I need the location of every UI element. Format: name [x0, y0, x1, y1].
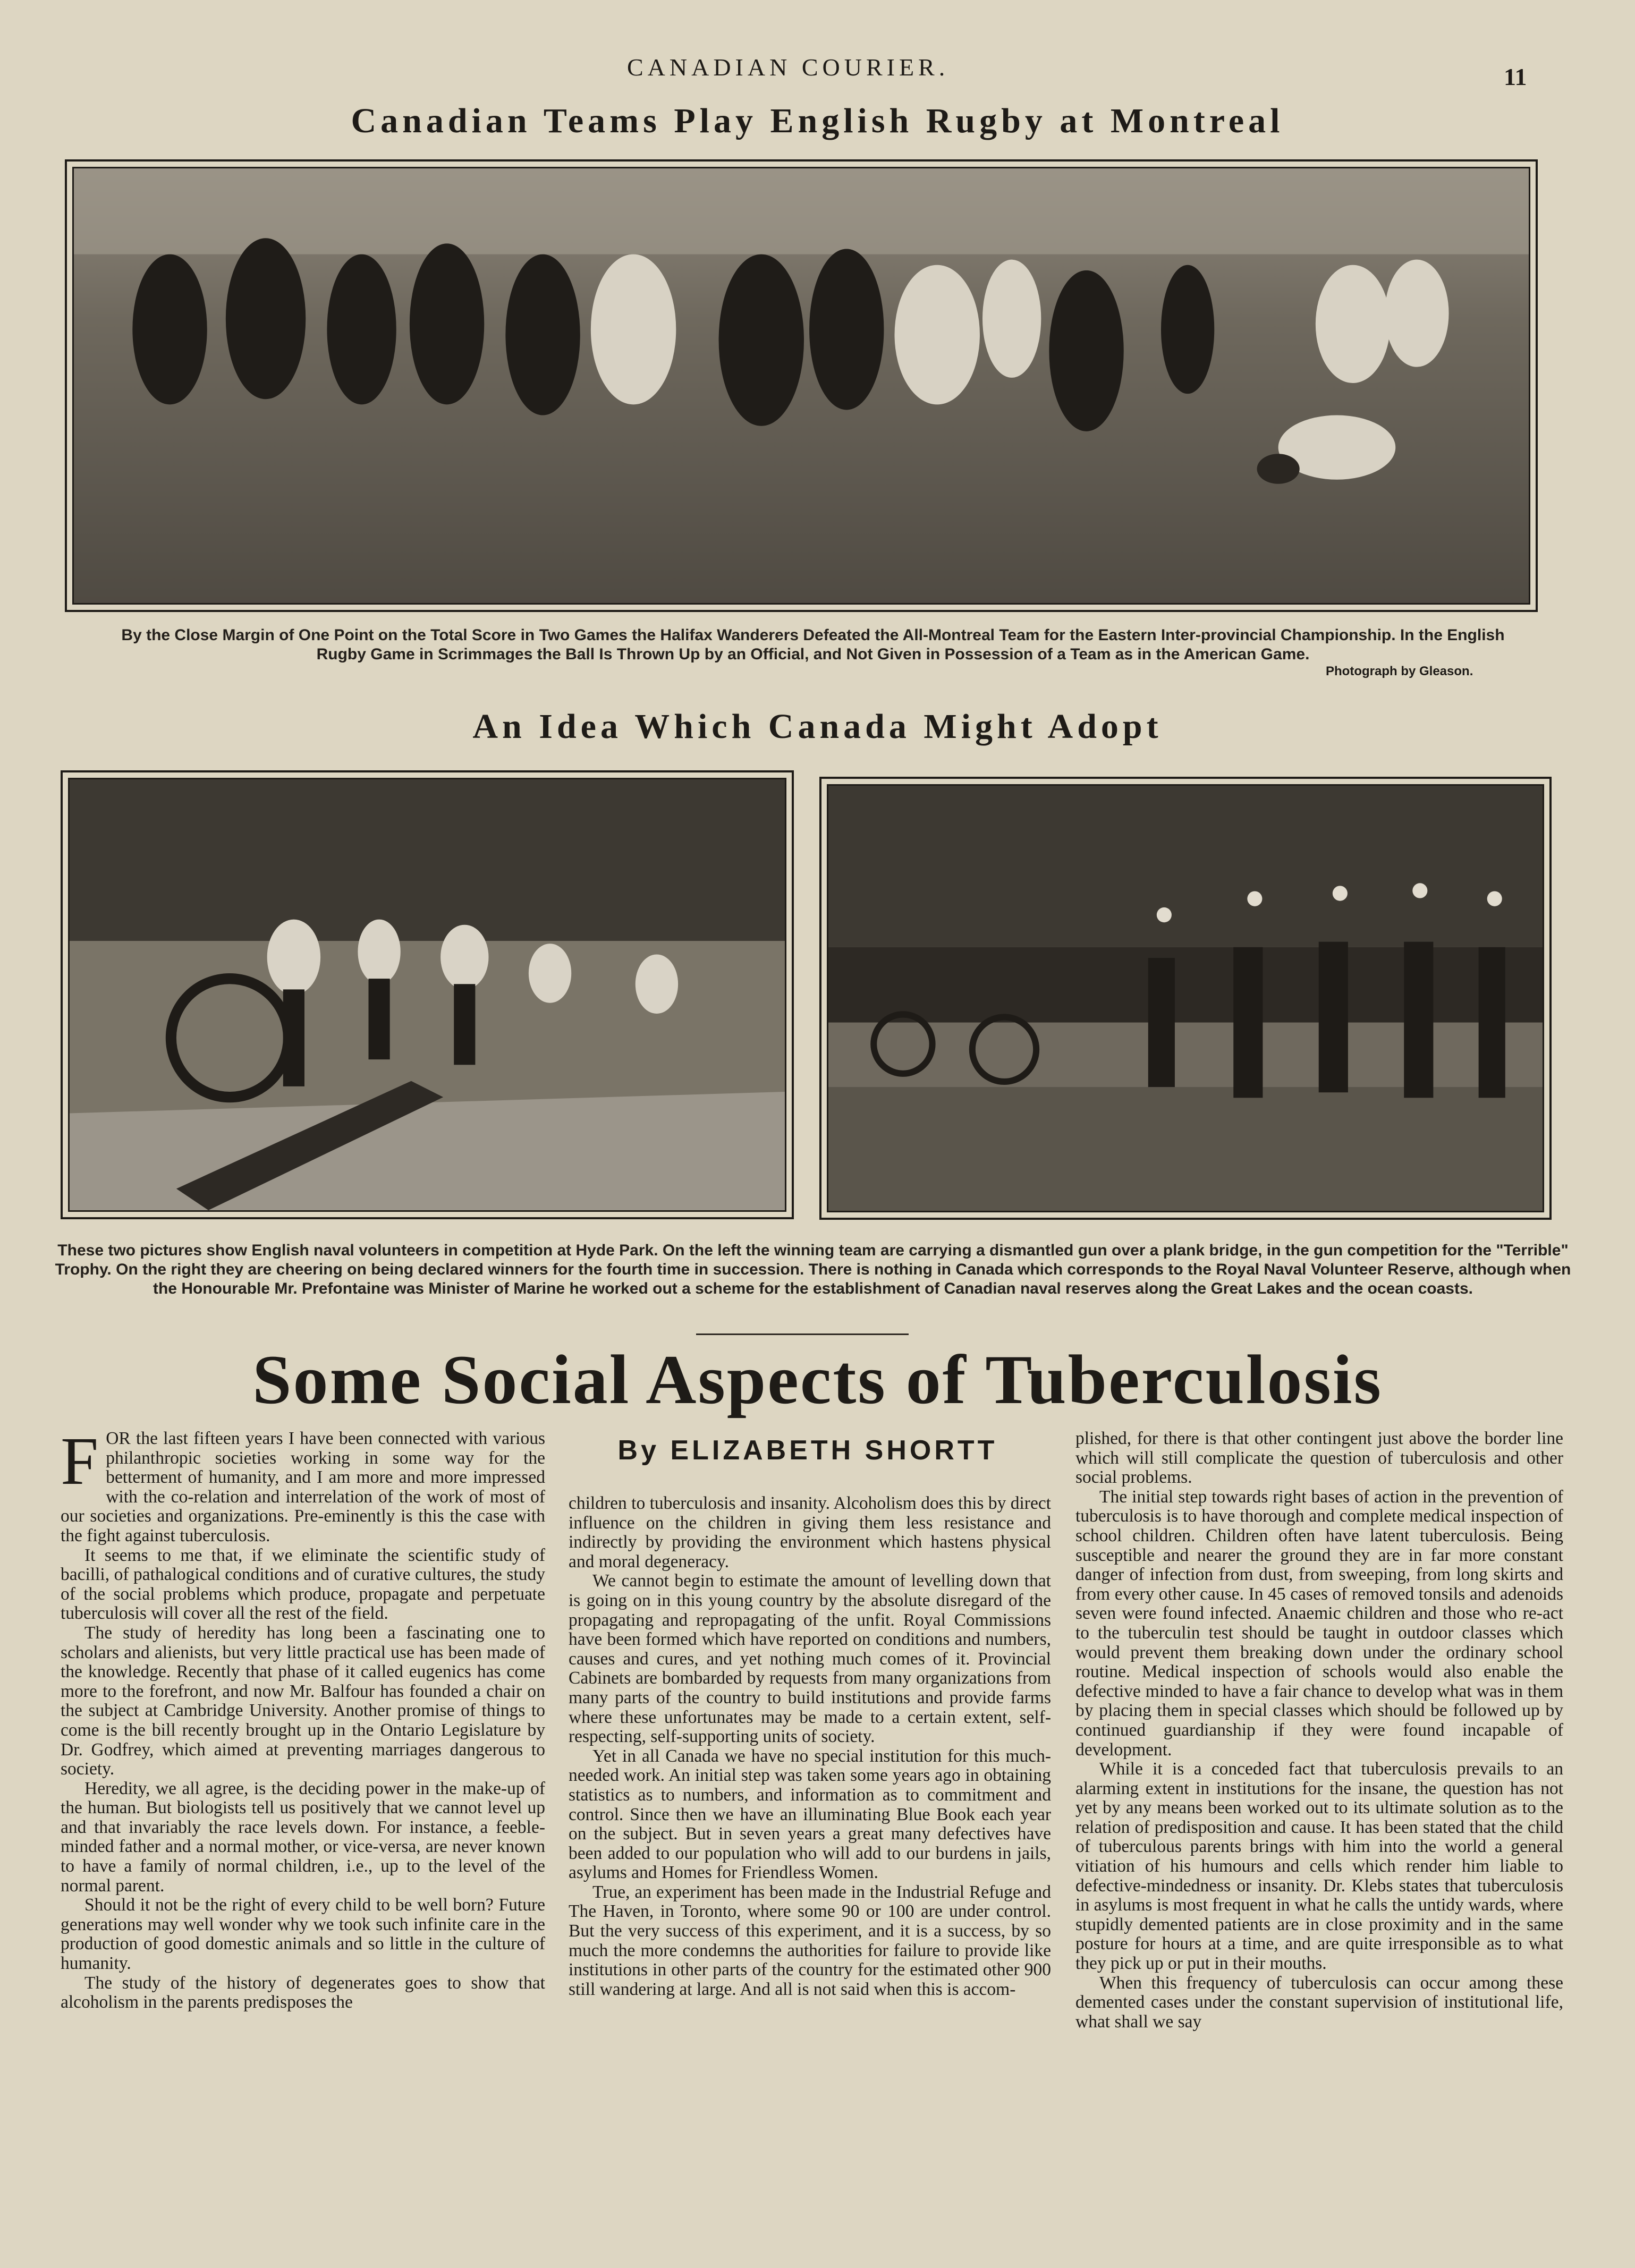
paragraph: [61, 1429, 545, 1546]
paragraph: Should it not be the right of every child to be well born? Future generations may well wonder why we took such infinite care in the production of good domestic animals and so little in the culture of humanity.: [61, 1895, 545, 1974]
paragraph-text: OR the last fifteen years I have been connected with various philanthropic societies working in some way for the betterment of humanity, and I am more and more impressed with the co-relation and interrelation of the work of most of our societies and organizations. Pre-eminently is this the case with the fight against tuberculosis.: [61, 1429, 545, 1545]
paragraph: The study of heredity has long been a fascinating one to scholars and alienists, but very little practical use has been made of the knowledge. Recently that phase of it called eugenics has come more to the forefront, and now Mr. Balfour has founded a chair on the subject at Cambridge University. Another promise of things to come is the bill recently brought up in the Ontario Legislature by Dr. Godfrey, which aimed at preventing marriages dangerous to society.: [61, 1623, 545, 1779]
rugby-photo: [65, 159, 1538, 612]
article-column-1: [61, 1429, 545, 2237]
title-rule: [696, 1333, 909, 1335]
paragraph: While it is a conceded fact that tuberculosis prevails to an alarming extent in institutions for the insane, the question has not yet by any means been worked out to its ultimate solution as to the relation of predisposition and cause. It has been stated that the child of tuberculous parents brings with him into the world a general vitiation of his humours and cells which render him liable to defective-mindedness or insanity. Dr. Klebs states that tuberculosis in asylums is most frequent in what he calls the untidy wards, where stupidly demented patients are in close proximity and in the same posture for hours at a time, and are quite irresponsible as to what they pick up or put in their mouths.: [1075, 1759, 1563, 1974]
paragraph: children to tuberculosis and insanity. Alcoholism does this by direct influence on the children in giving them less resistance and indirectly by providing the environment which hastens physical and moral degeneracy.: [569, 1494, 1051, 1572]
naval-photo-left-image: [68, 778, 786, 1212]
paragraph: It seems to me that, if we eliminate the scientific study of bacilli, of pathalogical conditions and of curative cultures, the study of the social problems which produce, propagate and perpetuate tuberculosis will cover all the rest of the field.: [61, 1545, 545, 1624]
byline: By ELIZABETH SHORTT: [617, 1435, 998, 1466]
naval-photo-left: [61, 770, 794, 1219]
paragraph: plished, for there is that other contingent just above the border line which will still complicate the question of tuberculosis and other social problems.: [1075, 1429, 1563, 1488]
rugby-section-title: Canadian Teams Play English Rugby at Montreal: [351, 101, 1284, 140]
running-header: CANADIAN COURIER.: [627, 54, 950, 81]
rugby-caption: By the Close Margin of One Point on the Total Score in Two Games the Halifax Wanderers Defeated the All-Montreal Team for the Eastern Inter-provincial Championship. In the English Rugby Game in Scrimmages the Ball Is Thrown Up by an Official, and Not Given in Possession of a Team as in the American Game.: [121, 626, 1505, 663]
paragraph: The study of the history of degenerates goes to show that alcoholism in the parents predisposes the: [61, 1973, 545, 2012]
paragraph: We cannot begin to estimate the amount of levelling down that is going on in this young country by the absolute disregard of the propagating and repropagating of the unfit. Royal Commissions have been formed which have reported on conditions and numbers, causes and cures, and yet nothing much comes of it. Provincial Cabinets are bombarded by requests from many organizations from many parts of the country to build institutions and provide farms where these unfortunates may be made to a certain extent, self-respecting, self-supporting units of society.: [569, 1571, 1051, 1747]
rugby-photo-image: [72, 167, 1530, 605]
paragraph: Heredity, we all agree, is the deciding power in the make-up of the human. But biologists tell us positively that we cannot level up and that invariably the race levels down. For instance, a feeble-minded father and a normal mother, or vice-versa, are never known to have a family of normal children, i.e., up to the level of the normal parent.: [61, 1778, 545, 1896]
paragraph: Yet in all Canada we have no special institution for this much-needed work. An initial step was taken some years ago in obtaining statistics as to numbers, and information as to commitment and control. Since then we have an illuminating Blue Book each year on the subject. But in seven years a great many defectives have been added to our population who will add to our burdens in jails, asylums and Homes for Friendless Women.: [569, 1746, 1051, 1883]
drop-cap: F: [61, 1429, 99, 1499]
naval-photo-right: [819, 777, 1552, 1220]
paragraph: True, an experiment has been made in the Industrial Refuge and The Haven, in Toronto, where some 90 or 100 are under control. But the very success of this experiment, and it is a success, by so much the more condemns the authorities for failure to provide like institutions in other parts of the country for the estimated other 900 still wandering at large. And all is not said when this is accom-: [569, 1882, 1051, 1999]
naval-section-title: An Idea Which Canada Might Adopt: [472, 707, 1163, 746]
article-title: Some Social Aspects of Tuberculosis: [252, 1340, 1383, 1418]
paragraph: When this frequency of tuberculosis can occur among these demented cases under the constant supervision of institutional life, what shall we say: [1075, 1973, 1563, 2032]
photo-credit: Photograph by Gleason.: [1326, 664, 1473, 678]
article-column-2: [569, 1494, 1051, 2238]
article-column-3: [1075, 1429, 1563, 2237]
naval-caption: These two pictures show English naval volunteers in competition at Hyde Park. On the left the winning team are carrying a dismantled gun over a plank bridge, in the gun competition for the "Terrible" Trophy. On the right they are cheering on being declared winners for the fourth time in succession. There is nothing in Canada which corresponds to the Royal Naval Volunteer Reserve, although when the Honourable Mr. Prefontaine was Minister of Marine he worked out a scheme for the establishment of Canadian naval reserves along the Great Lakes and the ocean coasts.: [55, 1242, 1571, 1297]
page-number: 11: [1504, 63, 1527, 90]
paragraph: The initial step towards right bases of action in the prevention of tuberculosis is to have thorough and complete medical inspection of school children. Children often have latent tuberculosis. Being susceptible and nearer the ground they are in far more constant danger of infection from dust, from sweeping, from long skirts and from every other cause. In 45 cases of removed tonsils and adenoids seven were found infected. Anaemic children and those who re-act to the tuberculin test should be taught in outdoor classes which would prevent them breaking down under the ordinary school routine. Medical inspection of schools would also enable the defective minded to have a fair chance to develop what was in them by placing them in special classes which should be followed up by continued guardianship if they were found incapable of development.: [1075, 1486, 1563, 1760]
naval-photo-right-image: [827, 784, 1544, 1212]
